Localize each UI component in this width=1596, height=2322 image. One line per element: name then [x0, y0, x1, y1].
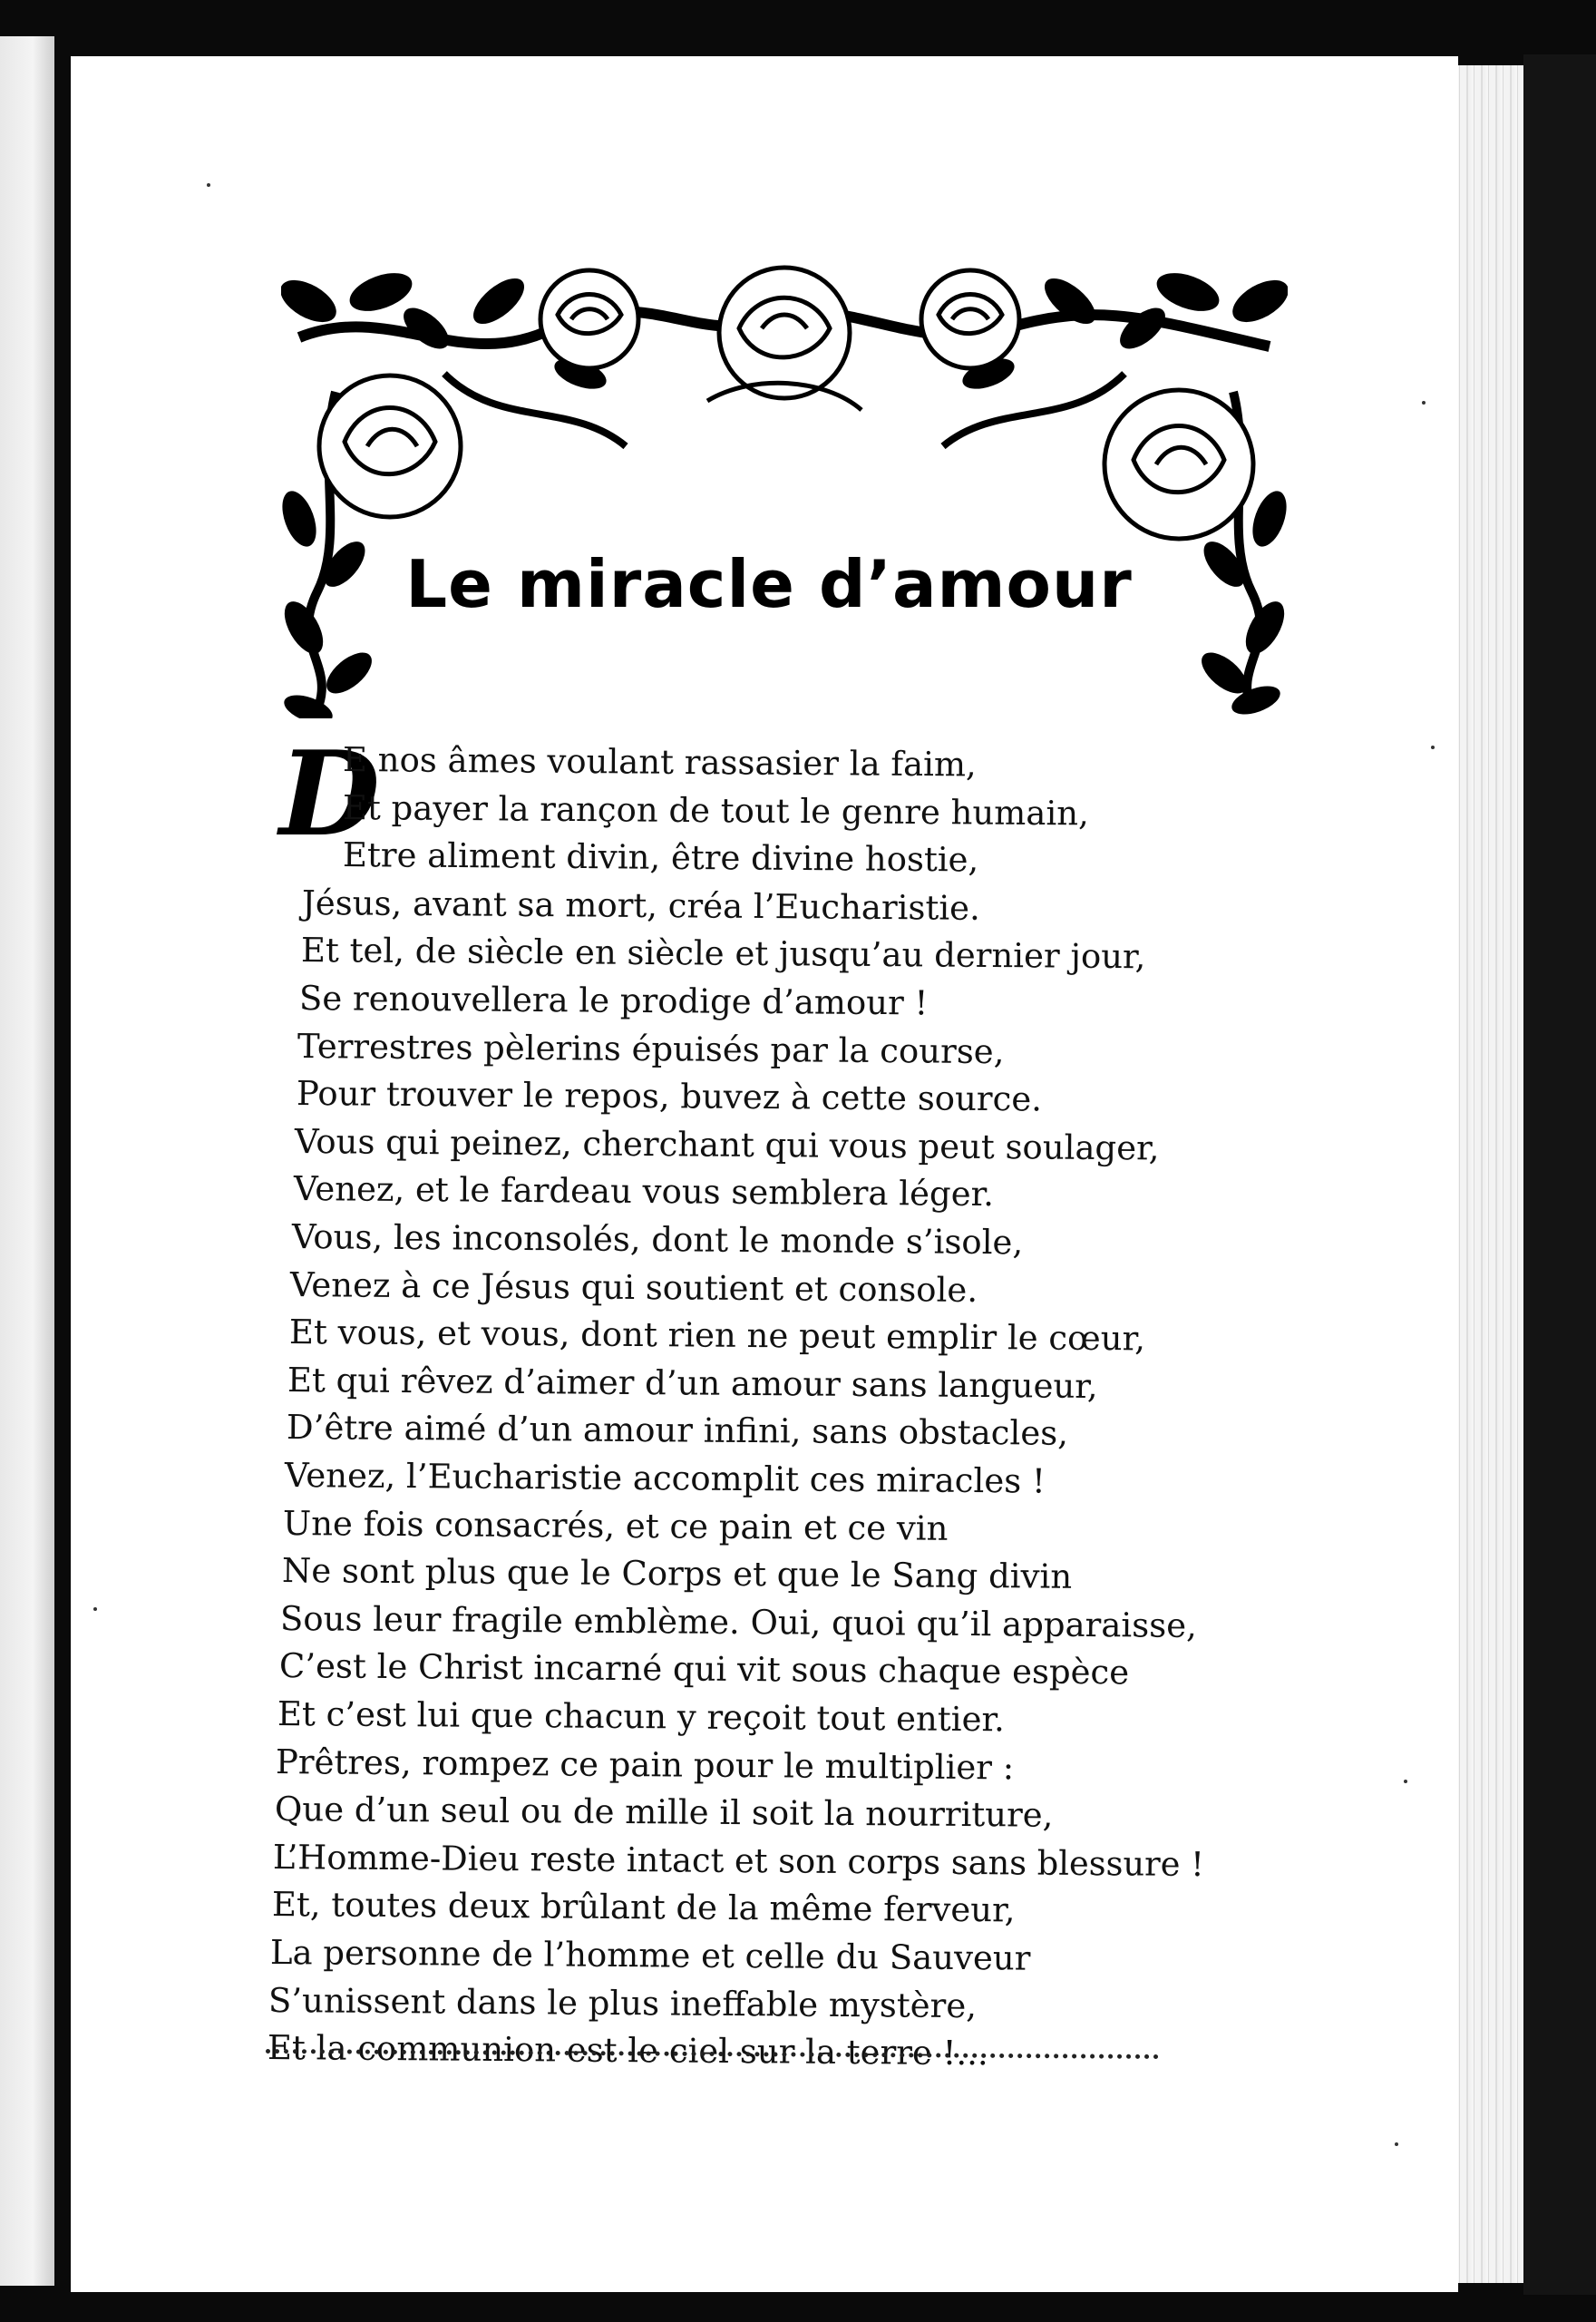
verse-line: Sous leur fragile emblème. Oui, quoi qu’il apparaisse,: [280, 1598, 1198, 1645]
book-cover-edge: [1523, 54, 1596, 2295]
verse-line: Et qui rêvez d’aimer d’un amour sans langueur,: [287, 1360, 1099, 1406]
verse-line: Pour trouver le repos, buvez à cette source.: [296, 1074, 1042, 1119]
drop-cap: D: [279, 727, 380, 863]
verse-line: Jésus, avant sa mort, créa l’Eucharistie.: [302, 883, 981, 928]
scan-speck: [1431, 746, 1435, 749]
verse-line: La personne de l’homme et celle du Sauveur: [269, 1933, 1031, 1978]
left-page-edge: [0, 36, 54, 2286]
scan-speck: [1404, 1780, 1407, 1783]
poem-title: Le miracle d’amour: [405, 546, 1133, 622]
verse-line: Et la communion est le ciel sur la terre !...: [267, 2028, 988, 2073]
verse-line: Ne sont plus que le Corps et que le Sang divin: [281, 1551, 1073, 1597]
scan-speck: [207, 183, 210, 187]
verse-line: E nos âmes voulant rassasier la faim,: [342, 740, 977, 785]
book-page: [71, 56, 1458, 2292]
verse-line: Prêtres, rompez ce pain pour le multiplier :: [276, 1742, 1015, 1787]
verse-line: Terrestres pèlerins épuisés par la course,: [297, 1026, 1006, 1071]
rose-garland-ornament: [281, 265, 1288, 718]
verse-line: Et c’est lui que chacun y reçoit tout entier.: [277, 1694, 1005, 1740]
verse-line: L’Homme-Dieu reste intact et son corps sans blessure !: [273, 1837, 1205, 1884]
scan-speck: [1422, 401, 1426, 405]
verse-line: Et vous, et vous, dont rien ne peut emplir le cœur,: [288, 1312, 1145, 1359]
verse-line: Et tel, de siècle en siècle et jusqu’au dernier jour,: [300, 931, 1146, 977]
verse-line: C’est le Christ incarné qui vit sous chaque espèce: [278, 1646, 1129, 1693]
verse-line: Venez, et le fardeau vous semblera léger.: [293, 1169, 994, 1215]
verse-line: Se renouvellera le prodige d’amour !: [298, 979, 929, 1023]
verse-line: Venez, l’Eucharistie accomplit ces miracles !: [284, 1456, 1046, 1501]
verse-line: Une fois consacrés, et ce pain et ce vin: [283, 1503, 949, 1548]
verse-line: Et payer la rançon de tout le genre humain,: [342, 787, 1090, 834]
verse-line: Que d’un seul ou de mille il soit la nourriture,: [274, 1790, 1054, 1835]
verse-line: Vous, les inconsolés, dont le monde s’isole,: [291, 1217, 1024, 1263]
verse-line: Venez à ce Jésus qui soutient et console.: [290, 1264, 978, 1310]
scan-speck: [93, 1607, 97, 1611]
verse-line: S’unissent dans le plus ineffable mystère,: [268, 1980, 978, 2025]
verse-line: Et, toutes deux brûlant de la même ferveur,: [271, 1885, 1016, 1930]
scan-speck: [1395, 2142, 1398, 2146]
verse-line: Etre aliment divin, être divine hostie,: [342, 835, 979, 880]
verse-line: Vous qui peinez, cherchant qui vous peut soulager,: [295, 1121, 1160, 1168]
verse-line: D’être aimé d’un amour infini, sans obstacles,: [286, 1408, 1068, 1454]
